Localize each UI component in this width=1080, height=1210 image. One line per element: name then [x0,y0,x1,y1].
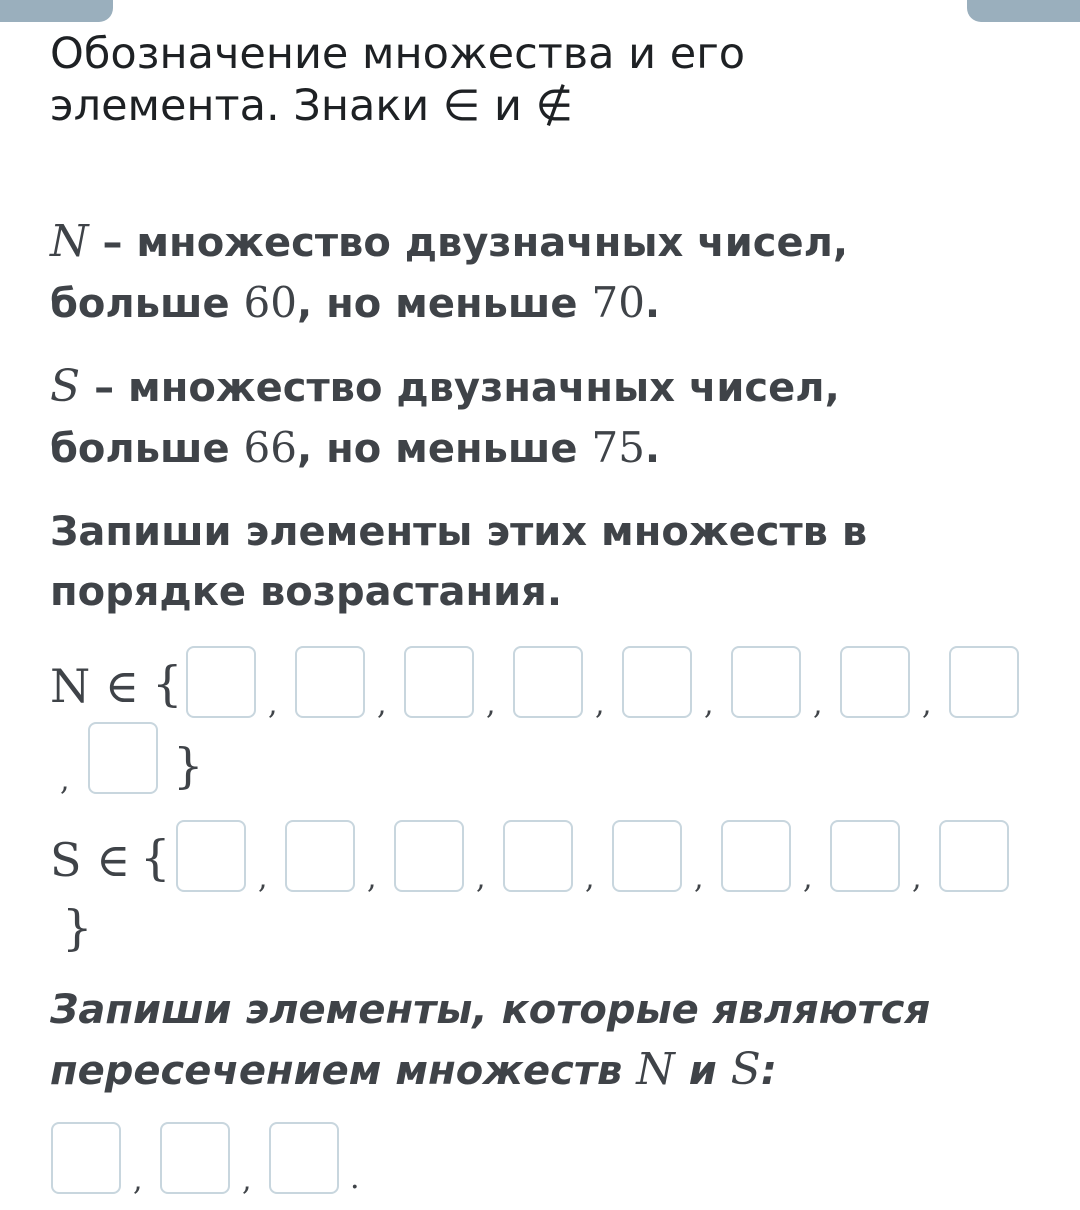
answer-n-comma-1: , [268,687,278,722]
intersection-line-2 [50,1040,1030,1101]
set-n-description: – множество двузначных чисел, [102,220,849,266]
intersection-comma-2: , [242,1163,252,1198]
instruction-line-2: порядке возрастания. [50,569,563,615]
answer-n-box-8[interactable] [949,646,1019,718]
set-s-lower-bound: 66 [243,423,297,472]
answer-n-box-9[interactable] [88,722,158,794]
answer-n-comma-5: , [704,687,714,722]
top-left-tab[interactable] [0,0,113,22]
answer-n-close-brace: } [173,738,204,794]
set-n-symbol: N [50,216,89,267]
set-s-less-than: , но меньше [297,426,578,472]
answer-n-comma-8: , [60,763,70,798]
intersection-box-3[interactable] [269,1122,339,1194]
intersection-colon: : [760,1048,777,1094]
answer-n-open-brace: { [152,656,183,712]
answer-s-box-3[interactable] [394,820,464,892]
answer-s-box-6[interactable] [721,820,791,892]
page-title [50,28,1030,132]
set-n-line-2 [50,273,1030,334]
answer-s-box-7[interactable] [830,820,900,892]
intersection-s-symbol: S [730,1044,761,1095]
answer-s-box-5[interactable] [612,820,682,892]
answer-s-open-brace: { [140,830,171,886]
answer-s-box-1[interactable] [176,820,246,892]
answer-s-comma-7: , [912,861,922,896]
answer-n-box-7[interactable] [840,646,910,718]
answer-n-box-2[interactable] [295,646,365,718]
set-n-definition [50,212,1030,334]
answer-n-box-6[interactable] [731,646,801,718]
answer-n-box-4[interactable] [513,646,583,718]
answer-n-label: N ∈ [50,659,139,713]
answer-s-close-brace: } [62,900,93,956]
answer-s-comma-6: , [803,861,813,896]
answer-s-comma-2: , [367,861,377,896]
title-line-2: элемента. Знаки ∈ и ∉ [50,81,574,131]
answer-n-comma-3: , [486,687,496,722]
set-n-line-1 [50,212,1030,273]
set-s-period: . [644,426,661,472]
intersection-prefix: пересечением множеств [50,1048,623,1094]
set-s-symbol: S [50,361,81,412]
intersection-period: . [350,1161,360,1196]
answer-s-comma-5: , [694,861,704,896]
answer-s-box-4[interactable] [503,820,573,892]
answer-n-comma-2: , [377,687,387,722]
answer-n-box-1[interactable] [186,646,256,718]
set-n-lower-bound: 60 [243,278,297,327]
intersection-and: и [688,1048,717,1094]
set-s-upper-bound: 75 [591,423,645,472]
answer-n-comma-6: , [813,687,823,722]
intersection-n-symbol: N [636,1044,675,1095]
answer-n-comma-7: , [922,687,932,722]
instruction-line-1: Запиши элементы этих множеств в [50,509,868,555]
intersection-box-2[interactable] [160,1122,230,1194]
intersection-box-1[interactable] [51,1122,121,1194]
answer-s-box-8[interactable] [939,820,1009,892]
answer-s-label: S ∈ [50,833,131,887]
set-n-upper-bound: 70 [591,278,645,327]
set-n-more-than: больше [50,281,230,327]
set-s-line-2 [50,418,1030,479]
top-right-tab[interactable] [967,0,1080,22]
set-s-more-than: больше [50,426,230,472]
intersection-instruction [50,980,1030,1101]
answer-s-comma-3: , [476,861,486,896]
answer-n-comma-4: , [595,687,605,722]
set-n-period: . [644,281,661,327]
answer-s-comma-1: , [258,861,268,896]
answer-s-comma-4: , [585,861,595,896]
set-s-description: – множество двузначных чисел, [94,365,840,411]
answer-s-box-2[interactable] [285,820,355,892]
answer-n-box-5[interactable] [622,646,692,718]
set-s-definition [50,357,1030,479]
set-s-line-1 [50,357,1030,418]
title-line-1: Обозначение множества и его [50,29,746,79]
set-n-less-than: , но меньше [297,281,578,327]
intersection-line-1: Запиши элементы, которые являются [50,987,931,1033]
instruction [50,502,1030,622]
answer-n-box-3[interactable] [404,646,474,718]
intersection-comma-1: , [133,1163,143,1198]
